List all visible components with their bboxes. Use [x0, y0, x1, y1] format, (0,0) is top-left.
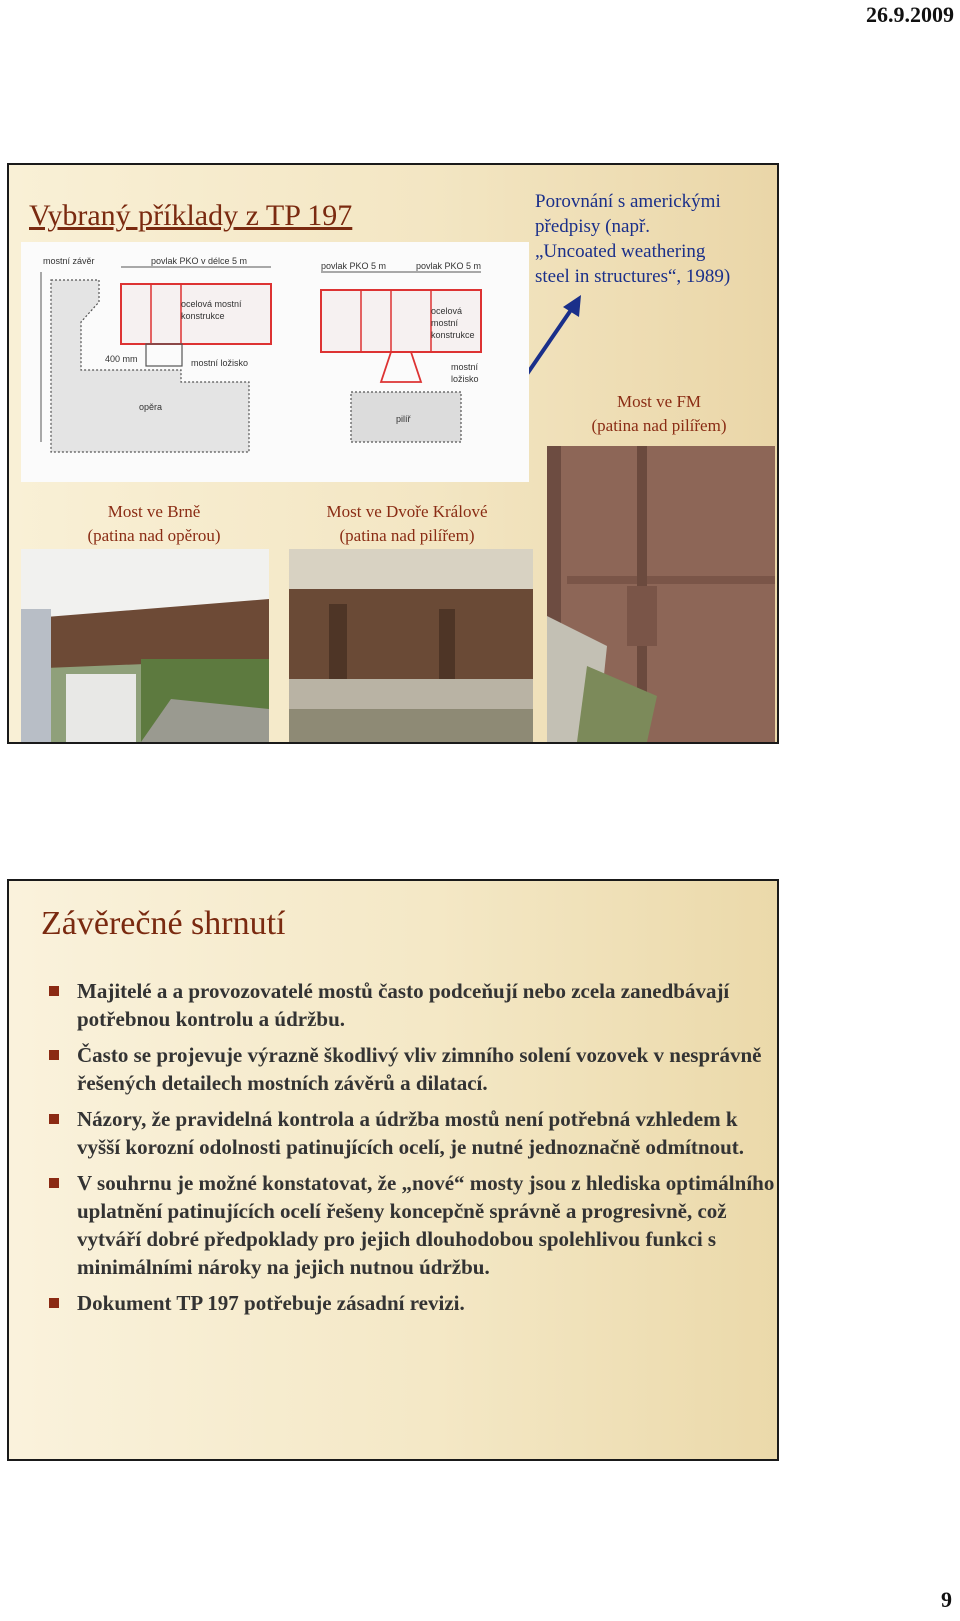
drawing-label: mostní závěr	[43, 256, 95, 266]
comparison-note-line: „Uncoated weathering	[535, 241, 706, 262]
drawing-label: opěra	[139, 402, 163, 412]
caption-line: Most ve FM	[616, 392, 702, 411]
square-bullet-icon	[49, 1178, 59, 1188]
caption-most-dvur-kralove	[287, 500, 527, 548]
page-number: 9	[941, 1587, 952, 1612]
drawing-label: mostní	[451, 362, 479, 372]
drawing-label: povlak PKO 5 m	[416, 261, 482, 271]
slide-title: Závěrečné shrnutí	[41, 905, 286, 942]
caption-line: (patina nad pilířem)	[339, 526, 475, 545]
list-item	[45, 977, 775, 1033]
caption-most-fm	[549, 390, 769, 438]
caption-line: (patina nad pilířem)	[591, 416, 727, 435]
bullet-text: Často se projevuje výrazně škodlivý vliv zimního solení vozovek v nesprávně řešených detailech mostních závěrů a dilatací.	[77, 1043, 762, 1095]
drawing-label: konstrukce	[181, 311, 225, 321]
bridge-cross-section-drawing	[21, 242, 529, 482]
square-bullet-icon	[49, 1050, 59, 1060]
drawing-label: mostní ložisko	[191, 358, 249, 368]
comparison-note-line: steel in structures“, 1989)	[535, 266, 731, 287]
photo-bridge-fm	[547, 446, 775, 742]
drawing-label: ložisko	[451, 374, 479, 384]
list-item	[45, 1041, 775, 1097]
drawing-label: 400 mm	[105, 354, 138, 364]
drawing-label: konstrukce	[431, 330, 475, 340]
slide-title: Vybraný příklady z TP 197	[29, 199, 353, 232]
arrow-icon	[521, 295, 585, 381]
comparison-note-line: Porovnání s americkými	[535, 191, 721, 212]
caption-most-brno	[49, 500, 259, 548]
slide-tp197-examples	[7, 163, 779, 744]
bullet-text: Názory, že pravidelná kontrola a údržba mostů není potřebná vzhledem k vyšší korozní odolnosti patinujících ocelí, je nutné jednoznačně odmítnout.	[77, 1107, 744, 1159]
comparison-note	[535, 189, 775, 289]
summary-bullet-list	[45, 977, 775, 1325]
list-item	[45, 1169, 775, 1281]
drawing-label: mostní	[431, 318, 459, 328]
caption-line: Most ve Dvoře Králové	[326, 502, 488, 521]
list-item	[45, 1289, 775, 1317]
comparison-note-line: předpisy (např.	[535, 216, 651, 237]
square-bullet-icon	[49, 986, 59, 996]
photo-bridge-brno	[21, 549, 269, 742]
drawing-label: ocelová	[431, 306, 463, 316]
bullet-text: Majitelé a a provozovatelé mostů často podceňují nebo zcela zanedbávají potřebnou kontrolu a údržbu.	[77, 979, 730, 1031]
square-bullet-icon	[49, 1298, 59, 1308]
list-item	[45, 1105, 775, 1161]
drawing-label: pilíř	[396, 414, 411, 424]
bullet-text: V souhrnu je možné konstatovat, že „nové“ mosty jsou z hlediska optimálního uplatnění patinujících ocelí řešeny koncepčně správně a progresivně, což vytváří dobré předpoklady pro jejich dlouhodobou spolehlivou funkci s minimálními nároky na jejich nutnou údržbu.	[77, 1171, 775, 1279]
page-date: 26.9.2009	[866, 2, 954, 27]
drawing-label: ocelová mostní	[181, 299, 242, 309]
caption-line: Most ve Brně	[107, 502, 201, 521]
photo-bridge-dvur-kralove	[289, 549, 533, 742]
slide-summary	[7, 879, 779, 1461]
caption-line: (patina nad opěrou)	[87, 526, 221, 545]
square-bullet-icon	[49, 1114, 59, 1124]
drawing-label: povlak PKO v délce 5 m	[151, 256, 248, 266]
bullet-text: Dokument TP 197 potřebuje zásadní revizi.	[77, 1291, 465, 1315]
drawing-label: povlak PKO 5 m	[321, 261, 387, 271]
